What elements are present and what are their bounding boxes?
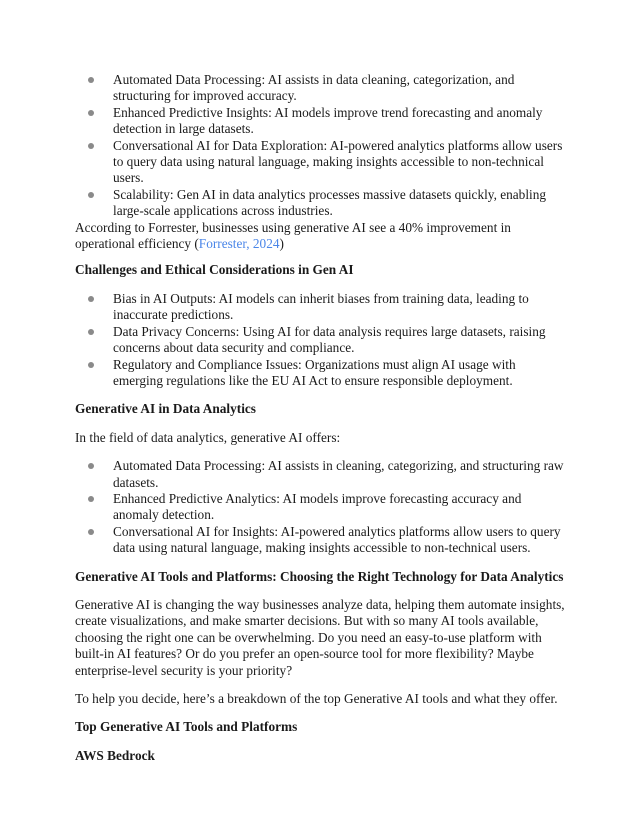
list-item: Enhanced Predictive Analytics: AI models improve forecasting accuracy and anomaly detection. [75, 491, 567, 524]
list-item: Bias in AI Outputs: AI models can inherit biases from training data, leading to inaccurate predictions. [75, 291, 567, 324]
help-paragraph: To help you decide, here’s a breakdown of the top Generative AI tools and what they offer. [75, 691, 558, 706]
bullet-icon [88, 296, 94, 302]
list-item: Conversational AI for Insights: AI-powered analytics platforms allow users to query data using natural language, making insights accessible to non-technical users. [75, 524, 567, 557]
forrester-paragraph: According to Forrester, businesses using generative AI see a 40% improvement in operational efficiency (Forrester, 2024) [75, 219, 511, 252]
bullet-icon [88, 496, 94, 502]
section-heading: Challenges and Ethical Considerations in Gen AI [75, 262, 354, 278]
forrester-citation-link[interactable]: Forrester, 2024 [198, 236, 280, 252]
bullet-icon [88, 110, 94, 116]
list-item: Automated Data Processing: AI assists in data cleaning, categorization, and structuring for improved accuracy. [75, 72, 567, 105]
offerings-list [75, 458, 567, 556]
bullet-icon [88, 77, 94, 83]
bullet-icon [88, 529, 94, 535]
list-item: Conversational AI for Data Exploration: AI-powered analytics platforms allow users to query data using natural language, making insights accessible to non-technical users. [75, 138, 567, 187]
section-heading: Generative AI Tools and Platforms: Choosing the Right Technology for Data Analytics [75, 568, 564, 584]
section-heading: Generative AI in Data Analytics [75, 401, 256, 417]
section-heading: Top Generative AI Tools and Platforms [75, 719, 298, 735]
tools-paragraph: Generative AI is changing the way businesses analyze data, helping them automate insights, create visualizations, and make smarter decisions. But with so many AI tools available, choosing the right one can be overwhelming. Do you need an easy-to-use platform with built-in AI features? Or do you prefer an open-source tool for more flexibility? Maybe enterprise-level security is your priority? [75, 596, 565, 678]
list-item: Data Privacy Concerns: Using AI for data analysis requires large datasets, raising concerns about data security and compliance. [75, 324, 567, 357]
document-page [75, 72, 567, 764]
bullet-icon [88, 192, 94, 198]
bullet-icon [88, 143, 94, 149]
intro-paragraph: In the field of data analytics, generative AI offers: [75, 429, 341, 445]
list-item: Regulatory and Compliance Issues: Organizations must align AI usage with emerging regulations like the EU AI Act to ensure responsible deployment. [75, 357, 567, 390]
bullet-icon [88, 463, 94, 469]
bullet-icon [88, 329, 94, 335]
challenges-list [75, 291, 567, 389]
bullet-icon [88, 362, 94, 368]
section-heading: AWS Bedrock [75, 747, 155, 763]
list-item: Scalability: Gen AI in data analytics processes massive datasets quickly, enabling large-scale applications across industries. [75, 187, 567, 220]
list-item: Enhanced Predictive Insights: AI models improve trend forecasting and anomaly detection in large datasets. [75, 105, 567, 138]
benefits-list [75, 72, 567, 220]
list-item: Automated Data Processing: AI assists in cleaning, categorizing, and structuring raw datasets. [75, 458, 567, 491]
